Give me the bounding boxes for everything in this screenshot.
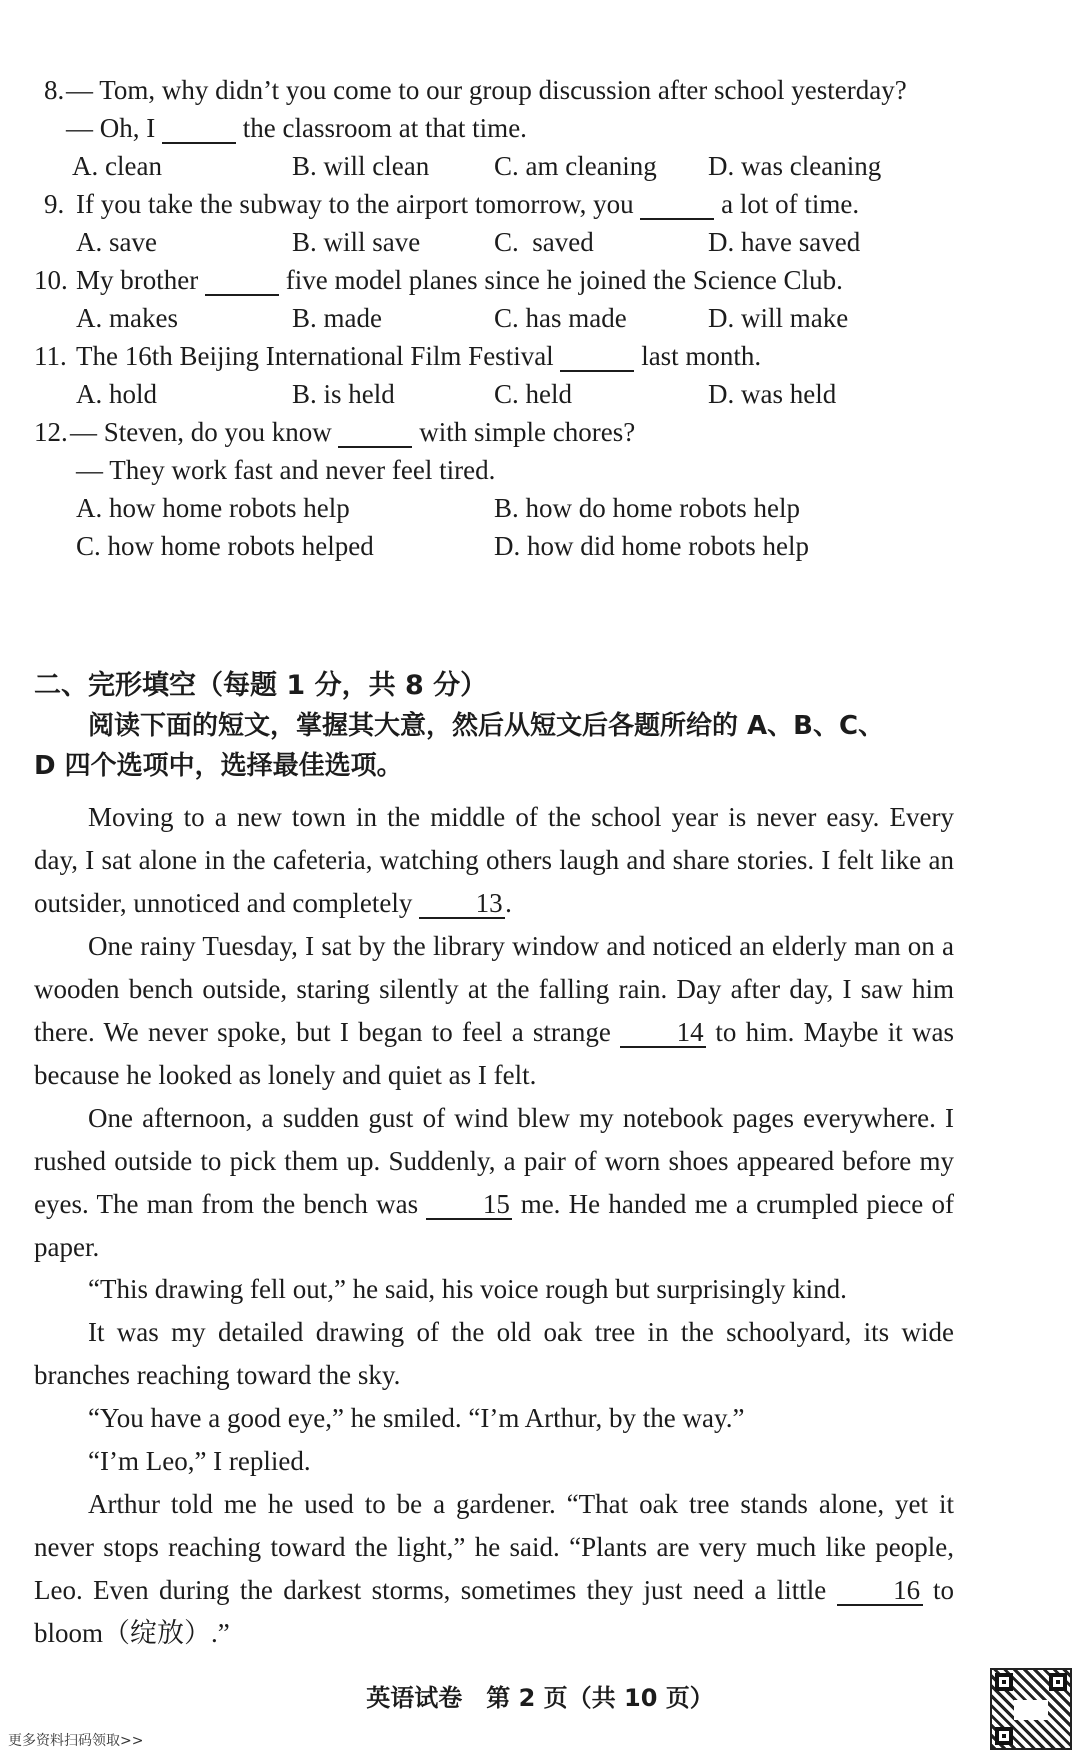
passage-paragraph-8: Arthur told me he used to be a gardener. “That oak tree stands alone, yet it never stops reaching toward the light,” he said. “Plants are very much like people, Leo. Even during the darkest storms, sometimes they just need a little 16 to bloom（绽放）.” — [34, 1489, 955, 1648]
option-d: D. was cleaning — [708, 151, 882, 181]
passage-paragraph-5: It was my detailed drawing of the old oak tree in the schoolyard, its wide branches reaching toward the sky. — [34, 1317, 954, 1390]
option-b: B. will save — [292, 227, 421, 257]
question-number: 12. — [34, 417, 68, 447]
option-a: A. save — [76, 227, 157, 257]
passage-paragraph-3: One afternoon, a sudden gust of wind blew my notebook pages everywhere. I rushed outside to pick them up. Suddenly, a pair of worn shoes appeared before my eyes. The man from the bench was 15 me. He handed me a crumpled piece of paper. — [34, 1103, 955, 1262]
option-b: B. how do home robots help — [494, 493, 800, 523]
cloze-blank-15: 15 — [426, 1190, 512, 1220]
question-stem: The 16th Beijing International Film Festival last month. — [76, 341, 762, 371]
question-number: 11. — [34, 341, 67, 371]
option-c: C. saved — [494, 227, 594, 257]
passage-paragraph-2: One rainy Tuesday, I sat by the library window and noticed an elderly man on a wooden bench outside, staring silently at the falling rain. Day after day, I saw him there. We never spoke, but I began to feel a strange 14 to him. Maybe it was because he looked as lonely and quiet as I felt. — [34, 931, 954, 1090]
option-d: D. how did home robots help — [494, 531, 809, 561]
section-heading: 二、完形填空（每题 1 分，共 8 分） — [34, 670, 488, 701]
option-a: A. how home robots help — [76, 493, 350, 523]
option-b: B. is held — [292, 379, 395, 409]
scan-note: 更多资料扫码领取>> — [8, 1733, 144, 1749]
option-c: C. am cleaning — [494, 151, 657, 181]
option-b: B. will clean — [292, 151, 430, 181]
answer-blank — [162, 114, 236, 144]
question-reply: — They work fast and never feel tired. — [76, 455, 496, 485]
cloze-blank-16: 16 — [837, 1576, 923, 1606]
question-stem: — Steven, do you know with simple chores? — [70, 417, 636, 447]
passage-paragraph-7: “I’m Leo,” I replied. — [88, 1446, 311, 1476]
page-footer: 英语试卷 第 2 页（共 10 页） — [366, 1684, 714, 1712]
question-number: 8. — [44, 75, 65, 105]
answer-blank — [205, 266, 279, 296]
question-number: 10. — [34, 265, 68, 295]
question-number: 9. — [44, 189, 65, 219]
cloze-blank-14: 14 — [620, 1018, 706, 1048]
answer-blank — [338, 418, 412, 448]
answer-blank — [640, 190, 714, 220]
passage-paragraph-1: Moving to a new town in the middle of the school year is never easy. Every day, I sat alone in the cafeteria, watching others laugh and share stories. I felt like an outsider, unnoticed and completely 13. — [34, 802, 954, 918]
passage-paragraph-4: “This drawing fell out,” he said, his voice rough but surprisingly kind. — [88, 1274, 847, 1304]
question-stem-line2: — Oh, I the classroom at that time. — [66, 113, 527, 143]
section-instruction-line1: 阅读下面的短文，掌握其大意，然后从短文后各题所给的 A、B、C、 — [88, 711, 885, 741]
option-b: B. made — [292, 303, 382, 333]
option-c: C. held — [494, 379, 572, 409]
option-a: A. makes — [76, 303, 178, 333]
option-d: D. was held — [708, 379, 837, 409]
option-a: A. clean — [72, 151, 162, 181]
section-instruction-line2: D 四个选项中，选择最佳选项。 — [34, 751, 403, 781]
option-d: D. will make — [708, 303, 849, 333]
qr-code-icon — [990, 1668, 1072, 1750]
question-stem: If you take the subway to the airport tomorrow, you a lot of time. — [76, 189, 860, 219]
option-d: D. have saved — [708, 227, 861, 257]
option-c: C. has made — [494, 303, 627, 333]
passage-paragraph-6: “You have a good eye,” he smiled. “I’m Arthur, by the way.” — [88, 1403, 745, 1433]
question-stem: My brother five model planes since he joined the Science Club. — [76, 265, 843, 295]
option-a: A. hold — [76, 379, 157, 409]
cloze-blank-13: 13 — [419, 889, 505, 919]
question-stem: — Tom, why didn’t you come to our group discussion after school yesterday? — [66, 75, 907, 105]
answer-blank — [560, 342, 634, 372]
option-c: C. how home robots helped — [76, 531, 374, 561]
